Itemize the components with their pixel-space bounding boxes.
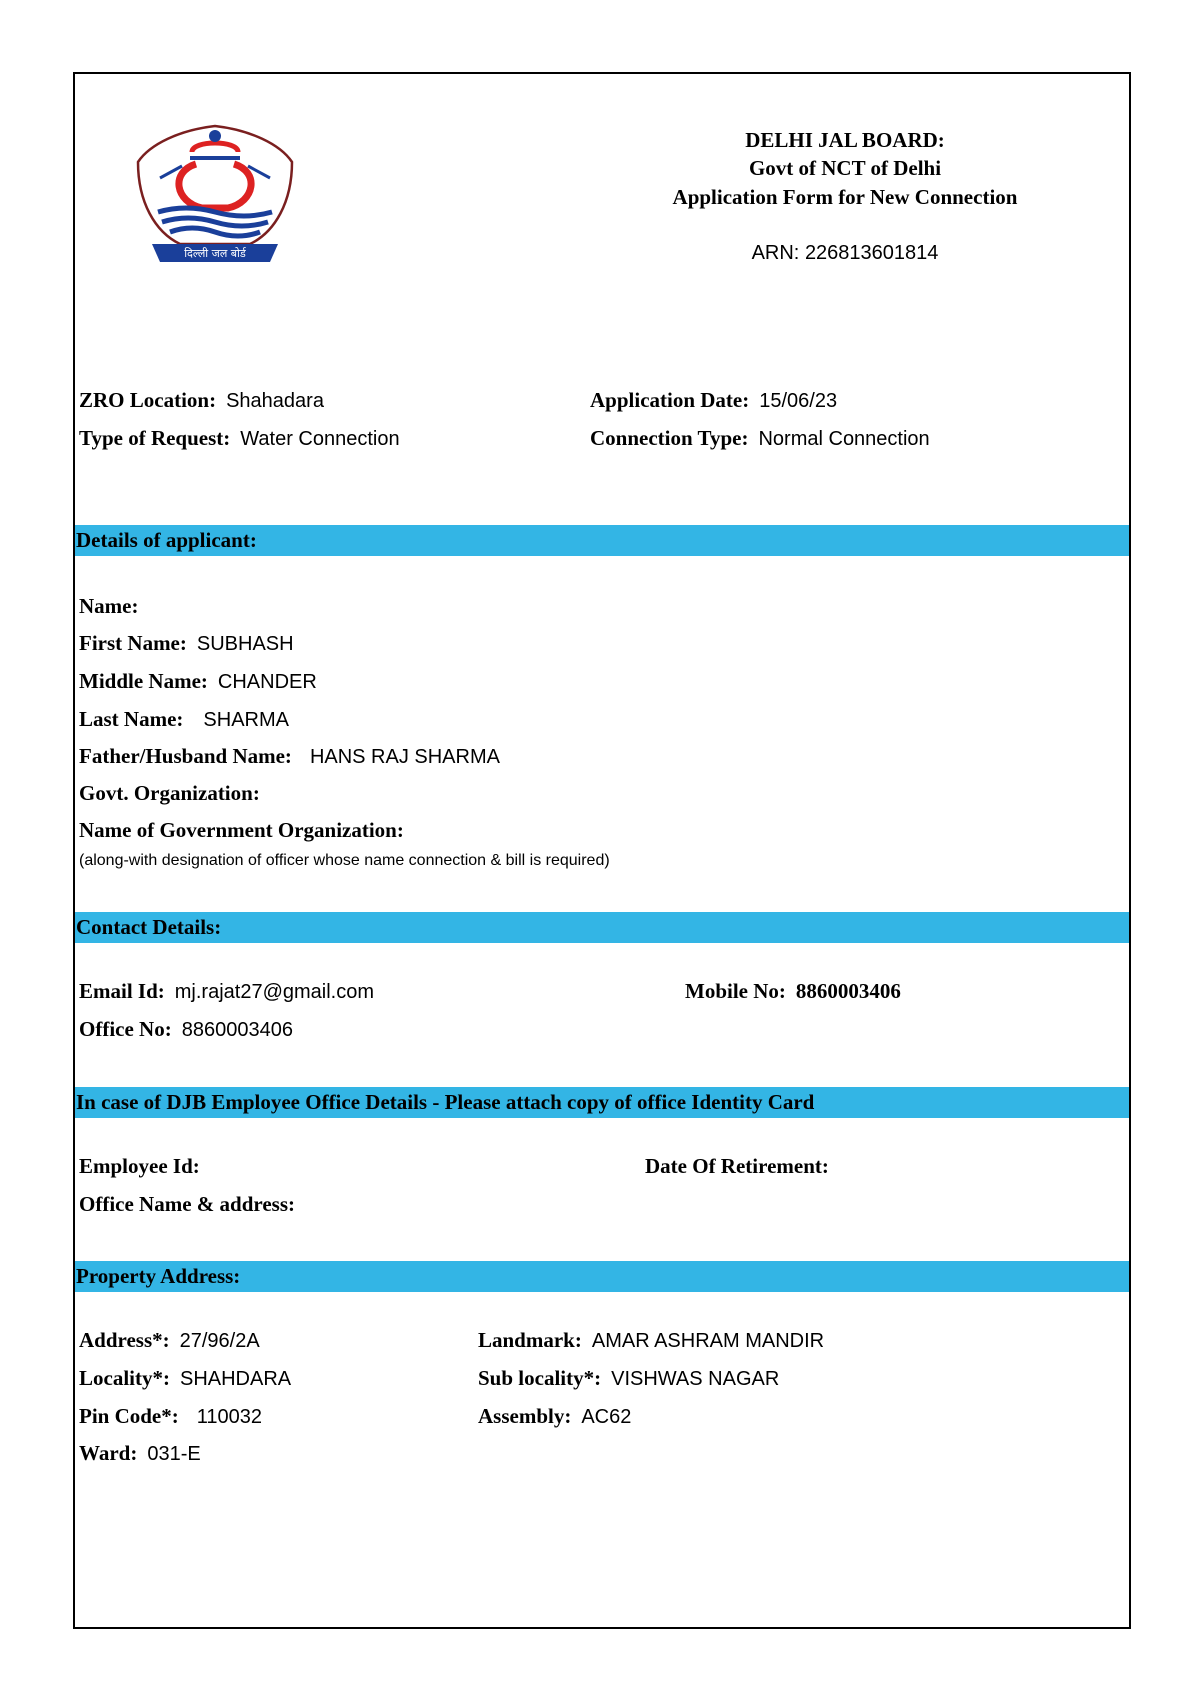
first-name-value: SUBHASH [196,633,294,655]
retirement-date-label: Date Of Retirement: [645,1154,829,1178]
section-contact: Contact Details: [75,912,1129,943]
email-id [79,979,374,1004]
address-value: 27/96/2A [179,1330,260,1352]
locality-value: SHAHDARA [179,1368,292,1390]
govt-organization-name-label: Name of Government Organization: [79,818,404,842]
middle-name [79,669,317,694]
zro-label: ZRO Location: [79,388,217,412]
arn-label: ARN: [751,242,800,264]
locality-label: Locality*: [79,1366,170,1390]
sub-locality-value: VISHWAS NAGAR [611,1368,780,1390]
last-name-label: Last Name: [79,707,184,731]
email-label: Email Id: [79,979,165,1003]
arn-value: 226813601814 [804,242,939,264]
request-value: Water Connection [240,428,400,450]
first-name-label: First Name: [79,631,187,655]
section-applicant: Details of applicant: [75,525,1129,556]
connection-type [590,426,930,451]
conn-type-value: Normal Connection [758,428,930,450]
ward-label: Ward: [79,1441,138,1465]
last-name-value: SHARMA [203,709,289,731]
govt-organization-label: Govt. Organization: [79,781,260,805]
org-name: DELHI JAL BOARD: [745,128,945,152]
form-title: Application Form for New Connection [672,185,1018,209]
assembly-value: AC62 [581,1406,632,1428]
app-date-value: 15/06/23 [759,390,838,412]
landmark [478,1328,824,1353]
mobile-value: 8860003406 [795,979,901,1003]
delhi-jal-board-logo-icon [130,122,300,267]
employee-id-label: Employee Id: [79,1154,200,1178]
zro-value: Shahadara [226,390,324,412]
ward [79,1441,201,1466]
locality [79,1366,291,1391]
sub-locality [478,1366,779,1391]
conn-type-label: Connection Type: [590,426,749,450]
type-of-request [79,426,400,451]
email-value: mj.rajat27@gmail.com [174,981,375,1003]
section-property: Property Address: [75,1261,1129,1292]
pin-code-label: Pin Code*: [79,1404,179,1428]
ward-value: 031-E [147,1443,201,1465]
office-value: 8860003406 [181,1019,293,1041]
sub-locality-label: Sub locality*: [478,1366,602,1390]
address-label: Address*: [79,1328,170,1352]
landmark-label: Landmark: [478,1328,582,1352]
assembly [478,1404,631,1429]
arn [635,242,1055,265]
section-employee: In case of DJB Employee Office Details - Please attach copy of office Identity Card [75,1087,1129,1118]
landmark-value: AMAR ASHRAM MANDIR [591,1330,825,1352]
name-label: Name: [79,594,139,618]
first-name [79,631,294,656]
assembly-label: Assembly: [478,1404,572,1428]
last-name [79,707,289,732]
application-date [590,388,837,413]
request-label: Type of Request: [79,426,231,450]
application-form [73,72,1131,1629]
zro-location [79,388,324,413]
middle-name-value: CHANDER [217,671,317,693]
mobile-no [685,979,901,1004]
father-name-value: HANS RAJ SHARMA [309,746,500,768]
logo-text: दिल्ली जल बोर्ड [184,247,246,260]
pin-code [79,1404,262,1429]
office-no [79,1017,293,1042]
office-label: Office No: [79,1017,172,1041]
mobile-label: Mobile No: [685,979,786,1003]
middle-name-label: Middle Name: [79,669,208,693]
govt-organization-note: (along-with designation of officer whose name connection & bill is required) [79,852,610,869]
pin-code-value: 110032 [196,1406,263,1428]
father-husband-name [79,744,500,769]
office-address-label: Office Name & address: [79,1192,295,1216]
govt-name: Govt of NCT of Delhi [748,156,942,180]
app-date-label: Application Date: [590,388,750,412]
father-name-label: Father/Husband Name: [79,744,292,768]
address [79,1328,260,1353]
